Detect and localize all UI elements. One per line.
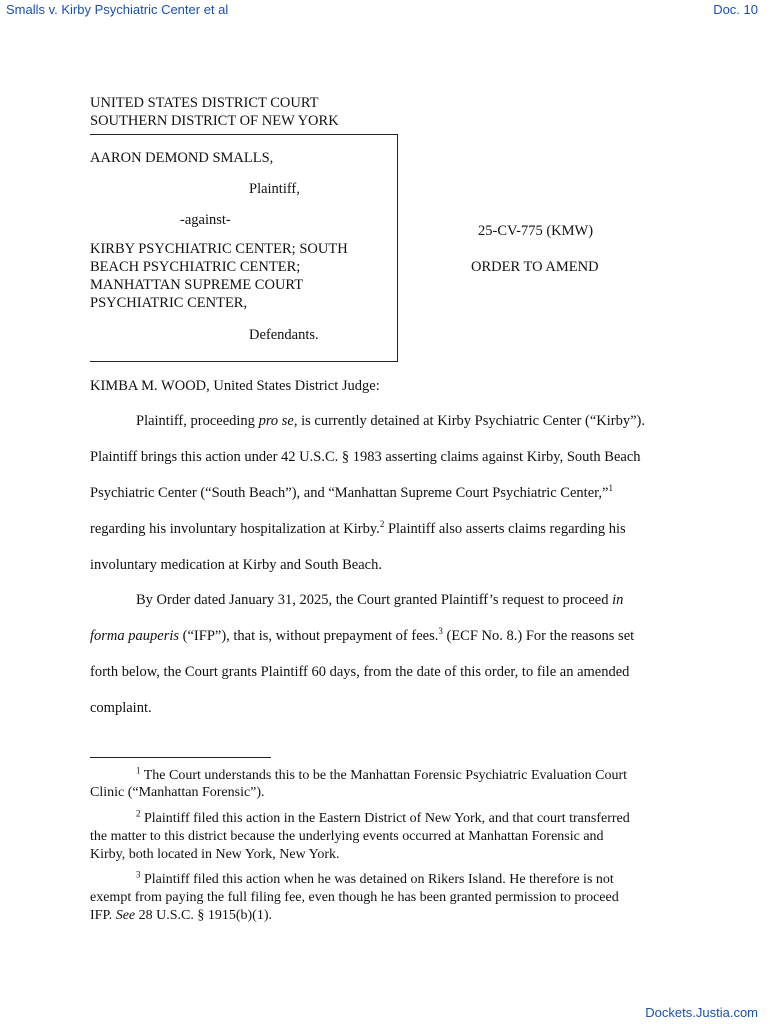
docket-number-link[interactable]: Doc. 10 [713,2,758,17]
body-line: Plaintiff, proceeding pro se, is currently detained at Kirby Psychiatric Center (“Kirby”). [136,413,645,429]
body-line: complaint. [90,700,152,716]
against-label: -against- [180,212,231,228]
defendants-line: MANHATTAN SUPREME COURT [90,277,304,293]
plaintiff-role: Plaintiff, [249,181,300,197]
plaintiff-name: AARON DEMOND SMALLS, [90,150,274,166]
footnote-1: Clinic (“Manhattan Forensic”). [90,785,265,800]
footnote-ref[interactable]: 2 [379,519,385,530]
body-line: forth below, the Court grants Plaintiff 60 days, from the date of this order, to file an amended [90,664,630,680]
footnote-1: $^1$ The Court understands this to be the Manhattan Forensic Psychiatric Evaluation Court [136,765,628,783]
body-line: By Order dated January 31, 2025, the Court granted Plaintiff’s request to proceed in [136,592,624,608]
case-number: 25-CV-775 (KMW) [478,223,594,239]
body-line: involuntary medication at Kirby and South Beach. [90,557,382,573]
defendants-role: Defendants. [249,327,319,343]
defendants-line: KIRBY PSYCHIATRIC CENTER; SOUTH [90,241,348,257]
footnote-3: exempt from paying the full filing fee, even though he has been granted permission to proceed [90,890,619,905]
footnote-divider [90,757,271,758]
body-line: Psychiatric Center (“South Beach”), and “Manhattan Supreme Court Psychiatric Center,”$^1$ [90,483,613,501]
justia-footer-link[interactable]: Dockets.Justia.com [645,1005,758,1020]
judge-line: KIMBA M. WOOD, United States District Judge: [90,378,380,394]
case-title-link[interactable]: Smalls v. Kirby Psychiatric Center et al [6,2,229,17]
footnote-2: Kirby, both located in New York, New York. [90,847,340,862]
footnote-ref[interactable]: 3 [438,626,443,637]
court-name-line-1: UNITED STATES DISTRICT COURT [90,95,319,111]
footnote-2: $^2$ Plaintiff filed this action in the Eastern District of New York, and that court transferred [136,808,630,826]
defendants-line: PSYCHIATRIC CENTER, [90,295,248,311]
body-line: Plaintiff brings this action under 42 U.S.C. § 1983 asserting claims against Kirby, South Beach [90,449,641,465]
document-title: ORDER TO AMEND [471,259,599,275]
footnote-3: IFP. See 28 U.S.C. § 1915(b)(1). [90,908,273,923]
court-name-line-2: SOUTHERN DISTRICT OF NEW YORK [90,113,339,129]
defendants-line: BEACH PSYCHIATRIC CENTER; [90,259,301,275]
body-line: forma pauperis (“IFP”), that is, without prepayment of fees.$^3$ (ECF No. 8.) For the reasons set [90,626,635,644]
body-line: regarding his involuntary hospitalization at Kirby.$^2$ Plaintiff also asserts claims regarding his [90,519,626,537]
footnote-2: the matter to this district because the underlying events occurred at Manhattan Forensic and [90,829,604,844]
footnote-ref[interactable]: 1 [608,483,613,494]
footnote-3: $^3$ Plaintiff filed this action when he was detained on Rikers Island. He therefore is not [136,869,614,887]
